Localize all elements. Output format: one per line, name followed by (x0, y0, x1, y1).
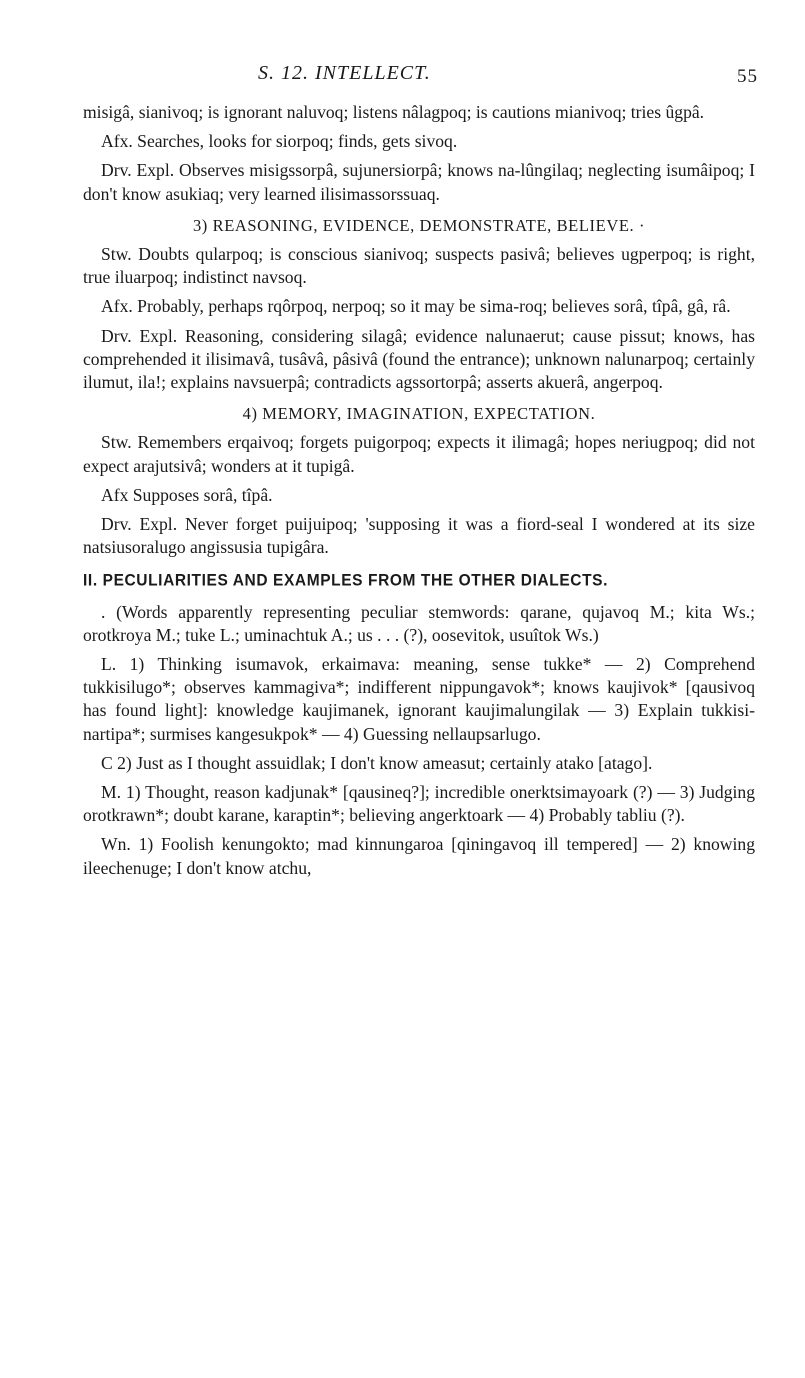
paragraph-p17: Wn. 1) Foolish kenungokto; mad kinnungaroa [qiningavoq ill tempered] — 2) knowing ileechenuge; I don't know atchu, (83, 834, 755, 878)
paragraph-p11: Drv. Expl. Never forget puijuipoq; 'supposing it was a fiord-seal I wondered at its size natsiusoralugo angissusia tupigâra. (83, 514, 755, 558)
paragraph-p1: misigâ, sianivoq; is ignorant naluvoq; listens nâlagpoq; is cautions mianivoq; tries ûgpâ. (83, 102, 705, 122)
page-body (83, 101, 755, 880)
section-heading-reasoning: 3) REASONING, EVIDENCE, DEMONSTRATE, BELIEVE. · (192, 215, 646, 235)
running-title: S. 12. INTELLECT. (258, 62, 431, 84)
paragraph-p9: Stw. Remembers erqaivoq; forgets puigorpoq; expects it ilimagâ; hopes neriugpoq; did not expect arajutsivâ; wonders at it tupigâ. (83, 432, 755, 476)
paragraph-p3: Drv. Expl. Observes misigssorpâ, sujunersiorpâ; knows na-lûngilaq; neglecting isumâipoq; I don't know asukiaq; very learned ilisimassorssuaq. (83, 160, 755, 204)
paragraph-p10: Afx Supposes sorâ, tîpâ. (101, 484, 273, 505)
paragraph-p7: Drv. Expl. Reasoning, considering silagâ; evidence nalunaerut; cause pissut; knows, has comprehended it ilisimavâ, tusâvâ, pâsivâ (found the entrance); unknown nalunarpoq; certainly ilumut, ila!; explains navsuerpâ; contradicts agssortorpâ; asserts akuerâ, angerpoq. (83, 325, 755, 393)
paragraph-p5: Stw. Doubts qularpoq; is conscious sianivoq; suspects pasivâ; believes ugperpoq; is right, true iluarpoq; indistinct navsoq. (83, 244, 755, 288)
paragraph-p14: L. 1) Thinking isumavok, erkaimava: meaning, sense tukke* — 2) Comprehend tukkisilugo*; observes kammagiva*; indifferent nippungavok*; knows kaujivok* [qausivoq has found light]: knowledge kaujimanek, ignorant kaujimalungilak — 3) Explain tukkisi-nartipa*; surmises kangesukpok* — 4) Guessing nellaupsarlugo. (83, 654, 755, 744)
paragraph-p2: Afx. Searches, looks for siorpoq; finds, gets sivoq. (101, 131, 458, 152)
paragraph-p6: Afx. Probably, perhaps rqôrpoq, nerpoq; so it may be sima-roq; believes sorâ, tîpâ, gâ, râ. (101, 296, 731, 317)
running-header (0, 62, 805, 92)
paragraph-p15: C 2) Just as I thought assuidlak; I don't know ameasut; certainly atako [atago]. (101, 752, 653, 773)
page-number: 55 (737, 66, 758, 87)
chapter-heading-dialects: II. PECULIARITIES AND EXAMPLES FROM THE OTHER DIALECTS. (83, 571, 609, 591)
paragraph-p16: M. 1) Thought, reason kadjunak* [qausineq?]; incredible onerktsimayoark (?) — 3) Judging orotkrawn*; doubt karane, karaptin*; believing angerktoark — 4) Probably tabliu (?). (83, 782, 755, 826)
section-heading-memory: 4) MEMORY, IMAGINATION, EXPECTATION. (242, 404, 596, 424)
paragraph-p13: . (Words apparently representing peculiar stemwords: qarane, qujavoq M.; kita Ws.; orotkroya M.; tuke L.; uminachtuk A.; us . . . (?), oosevitok, usuîtok Ws.) (83, 601, 755, 645)
